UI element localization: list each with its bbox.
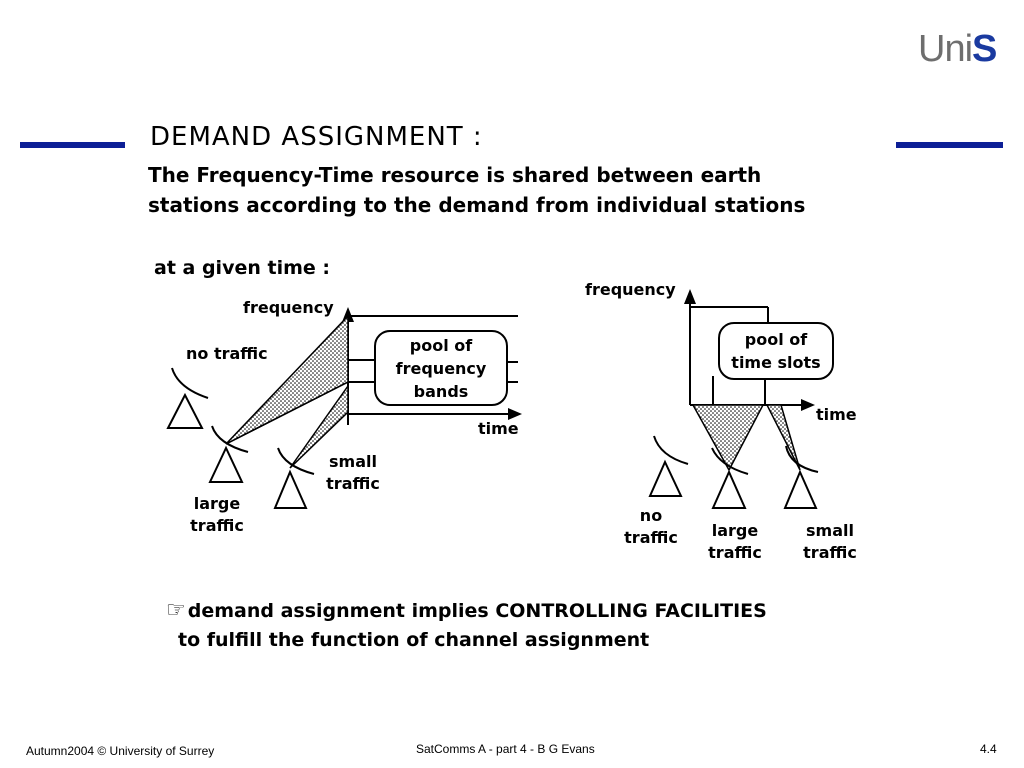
left-time-axis-label: time: [478, 419, 519, 438]
left-small-traffic-label: [318, 451, 388, 495]
right-frequency-arrowhead: [684, 289, 696, 304]
left-no-traffic-station-icon: [168, 368, 208, 428]
left-small-traffic-station-icon: [275, 448, 314, 508]
right-no-traffic-label: [616, 505, 686, 549]
footer-copyright: Autumn2004 © University of Surrey: [26, 744, 215, 758]
slots-label-line-2: time slots: [731, 353, 821, 372]
subtitle-line-1: The Frequency-Time resource is shared between earth: [148, 163, 762, 187]
slide-title: DEMAND ASSIGNMENT :: [150, 122, 483, 152]
r-small-label-line-1: small: [806, 521, 854, 540]
right-time-axis-label: time: [816, 405, 857, 424]
large-label-line-1: large: [193, 494, 241, 513]
pool-label-line-3: bands: [413, 381, 469, 401]
small-label-line-1: small: [329, 452, 377, 471]
left-no-traffic-label: no traffic: [186, 344, 268, 363]
small-label-line-2: traffic: [326, 474, 380, 493]
right-time-arrowhead: [801, 399, 815, 411]
footer-page-number: 4.4: [980, 742, 997, 756]
unis-logo: UniS: [918, 28, 997, 70]
right-frequency-axis-label: frequency: [585, 280, 676, 299]
r-small-label-line-2: traffic: [803, 543, 857, 562]
r-large-label-line-1: large: [711, 521, 759, 540]
no-label-line-1: no: [639, 506, 663, 525]
right-small-traffic-label: [794, 520, 866, 564]
no-label-line-2: traffic: [624, 528, 678, 547]
large-label-line-2: traffic: [190, 516, 244, 535]
given-time-heading: at a given time :: [154, 257, 330, 279]
note-line-1a: demand assignment implies: [187, 600, 489, 622]
right-small-traffic-station-icon: [785, 446, 818, 508]
r-large-label-line-2: traffic: [708, 543, 762, 562]
note-line-1b: CONTROLLING FACILITIES: [495, 600, 767, 622]
right-no-traffic-station-icon: [650, 436, 688, 496]
time-slots-pool: [718, 322, 834, 380]
pointing-hand-icon: ☞: [166, 598, 186, 623]
right-large-traffic-label: [698, 520, 772, 564]
note-line-2: to fulfill the function of channel assignment: [178, 629, 650, 651]
pool-label-line-1: pool of: [409, 335, 473, 355]
controlling-facilities-note: [166, 596, 767, 655]
right-small-traffic-beam: [767, 405, 800, 470]
frequency-bands-pool: [374, 330, 508, 406]
right-large-traffic-beam: [693, 405, 763, 470]
subtitle-line-2: stations according to the demand from individual stations: [148, 193, 806, 217]
left-frequency-axis-label: frequency: [243, 298, 334, 317]
slots-label-line-1: pool of: [744, 330, 808, 349]
pool-label-line-2: frequency: [395, 358, 487, 378]
footer-course: SatComms A - part 4 - B G Evans: [416, 742, 595, 756]
left-large-traffic-label: [182, 493, 252, 537]
